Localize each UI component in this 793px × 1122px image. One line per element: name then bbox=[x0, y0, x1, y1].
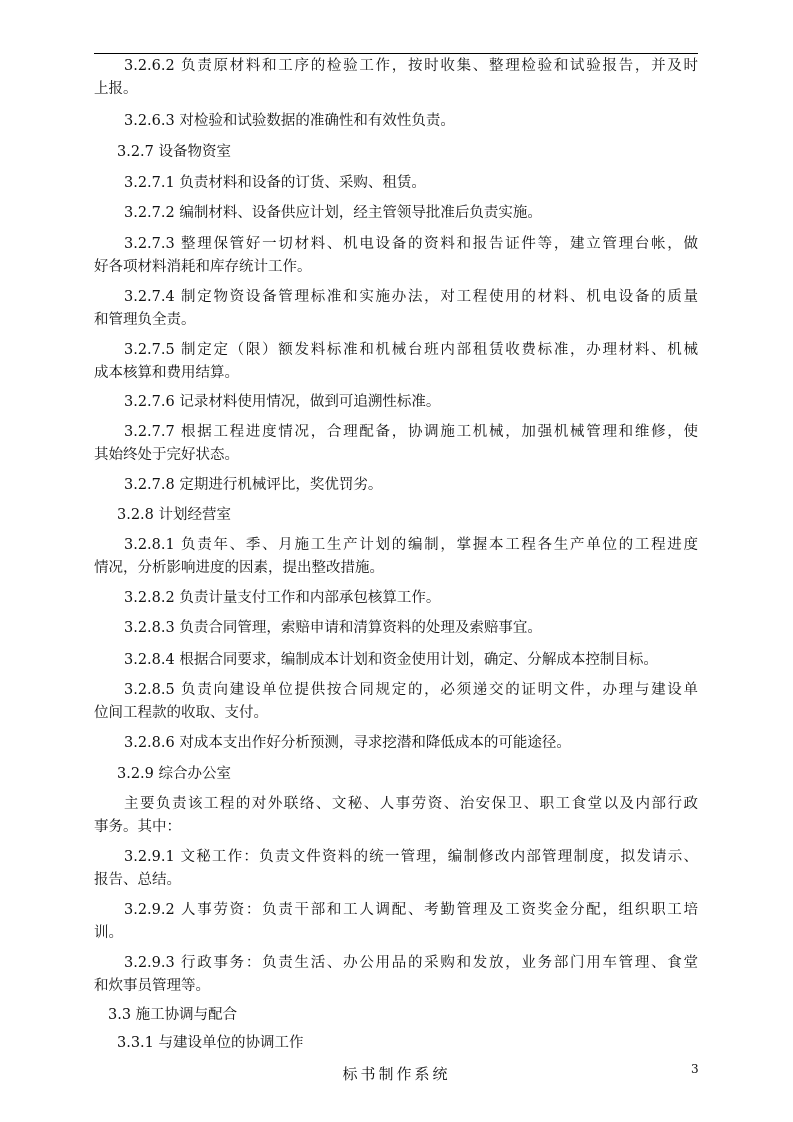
text-line: 3.2.9 综合办公室 bbox=[117, 766, 232, 782]
text-line: 3.2.7.2 编制材料、设备供应计划，经主管领导批准后负责实施。 bbox=[124, 205, 542, 221]
text-line: 位间工程款的收取、支付。 bbox=[94, 705, 268, 721]
page-number: 3 bbox=[691, 1062, 699, 1076]
text-line: 3.2.7.7 根据工程进度情况，合理配备，协调施工机械，加强机械管理和维修，使 bbox=[124, 424, 698, 440]
text-line: 训。 bbox=[94, 925, 123, 941]
text-line: 3.2.9.2 人事劳资：负责干部和工人调配、考勤管理及工资奖金分配，组织职工培 bbox=[124, 902, 698, 918]
text-line: 3.2.8.5 负责向建设单位提供按合同规定的，必须递交的证明文件，办理与建设单 bbox=[124, 682, 698, 698]
text-line: 上报。 bbox=[94, 81, 138, 97]
text-line: 成本核算和费用结算。 bbox=[94, 365, 239, 381]
text-line: 3.2.8.4 根据合同要求，编制成本计划和资金使用计划，确定、分解成本控制目标。 bbox=[124, 652, 658, 668]
text-line: 3.2.7.8 定期进行机械评比，奖优罚劣。 bbox=[124, 477, 383, 493]
footer-text: 标书制作系统 bbox=[342, 1065, 451, 1083]
text-line: 3.2.9.1 文秘工作：负责文件资料的统一管理，编制修改内部管理制度，拟发请示、 bbox=[124, 849, 698, 865]
text-line: 3.2.6.3 对检验和试验数据的准确性和有效性负责。 bbox=[124, 113, 455, 129]
text-line: 3.2.7.4 制定物资设备管理标准和实施办法，对工程使用的材料、机电设备的质量 bbox=[124, 289, 698, 305]
text-line: 3.2.9.3 行政事务：负责生活、办公用品的采购和发放，业务部门用车管理、食堂 bbox=[124, 955, 698, 971]
text-line: 主要负责该工程的对外联络、文秘、人事劳资、治安保卫、职工食堂以及内部行政 bbox=[124, 796, 698, 812]
text-line: 3.2.7.6 记录材料使用情况，做到可追溯性标准。 bbox=[124, 394, 441, 410]
text-line: 情况，分析影响进度的因素，提出整改措施。 bbox=[94, 560, 384, 576]
text-line: 3.2.7 设备物资室 bbox=[117, 144, 232, 160]
text-line: 3.2.8.6 对成本支出作好分析预测，寻求挖潜和降低成本的可能途径。 bbox=[124, 735, 571, 751]
text-line: 3.2.7.3 整理保管好一切材料、机电设备的资料和报告证件等，建立管理台帐，做 bbox=[124, 236, 698, 252]
text-line: 报告、总结。 bbox=[94, 872, 181, 888]
text-line: 3.2.8.2 负责计量支付工作和内部承包核算工作。 bbox=[124, 590, 441, 606]
text-line: 事务。其中： bbox=[94, 819, 181, 835]
text-line: 和管理负全责。 bbox=[94, 312, 196, 328]
text-line: 其始终处于完好状态。 bbox=[94, 447, 239, 463]
text-line: 3.2.7.5 制定定（限）额发料标准和机械台班内部租赁收费标准，办理材料、机械 bbox=[124, 342, 698, 358]
text-line: 3.3.1 与建设单位的协调工作 bbox=[117, 1035, 304, 1051]
text-line: 和炊事员管理等。 bbox=[94, 978, 210, 994]
text-line: 3.2.8.3 负责合同管理，索赔申请和清算资料的处理及索赔事宜。 bbox=[124, 620, 542, 636]
text-line: 3.2.7.1 负责材料和设备的订货、采购、租赁。 bbox=[124, 175, 426, 191]
text-line: 3.2.8 计划经营室 bbox=[117, 507, 232, 523]
text-line: 3.2.8.1 负责年、季、月施工生产计划的编制，掌握本工程各生产单位的工程进度 bbox=[124, 537, 698, 553]
header-rule bbox=[94, 53, 698, 54]
text-line: 3.2.6.2 负责原材料和工序的检验工作，按时收集、整理检验和试验报告，并及时 bbox=[124, 58, 698, 74]
text-line: 3.3 施工协调与配合 bbox=[108, 1007, 238, 1023]
text-line: 好各项材料消耗和库存统计工作。 bbox=[94, 259, 312, 275]
